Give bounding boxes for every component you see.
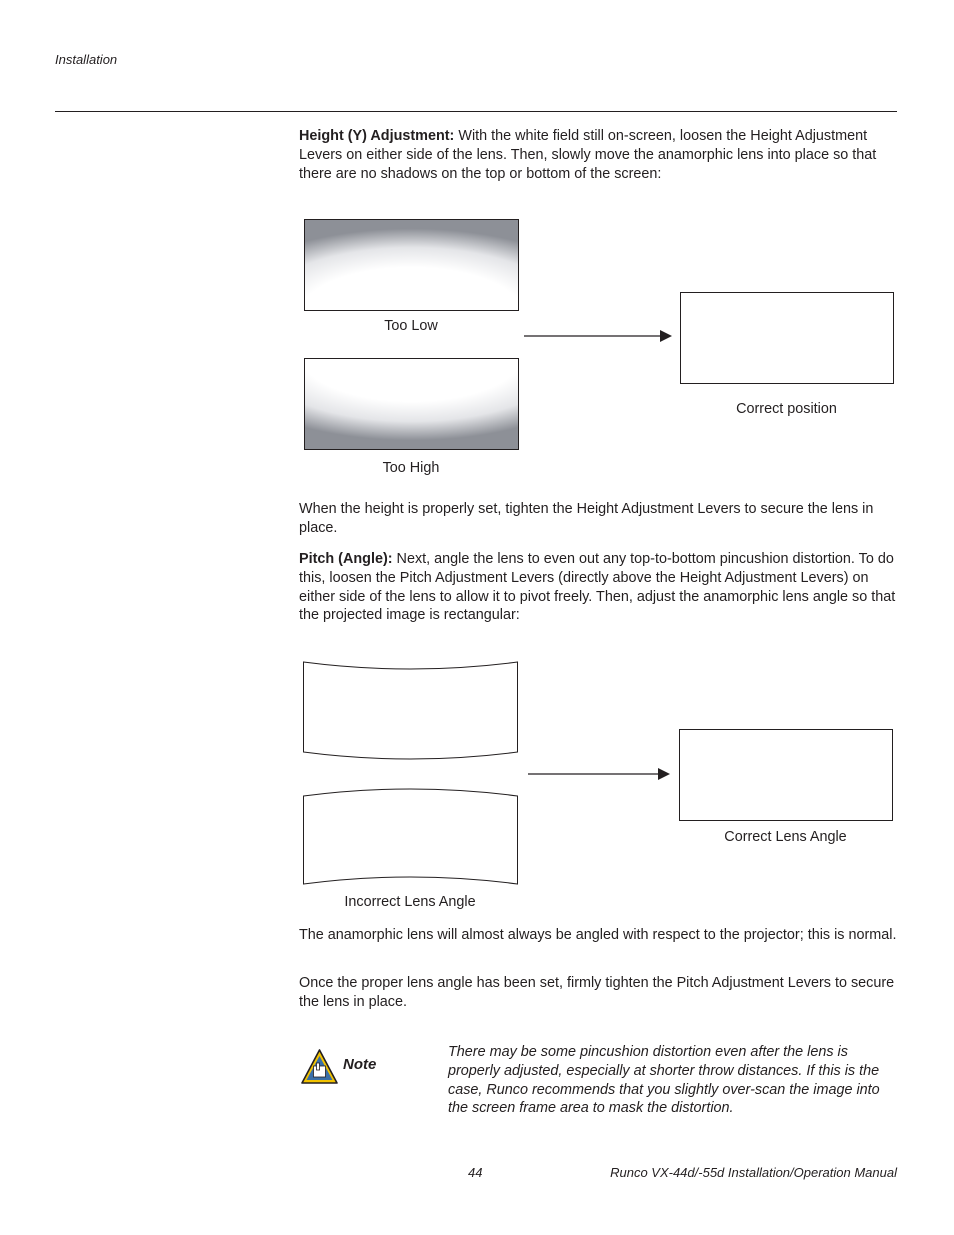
height-adjustment-heading: Height (Y) Adjustment: bbox=[299, 128, 455, 144]
note-text: There may be some pincushion distortion even after the lens is properly adjusted, especially at shorter throw distances. If this is the case, Runco recommends that you slightly over-scan the image into the screen frame area to mask the distortion. bbox=[448, 1044, 880, 1117]
incorrect-angle-screen-bottom bbox=[304, 789, 518, 884]
caption-correct-lens-angle: Correct Lens Angle bbox=[724, 829, 847, 845]
caption-too-high: Too High bbox=[382, 460, 440, 476]
note-label: Note bbox=[343, 1056, 377, 1073]
pitch-paragraph bbox=[299, 550, 899, 625]
correct-angle-screen bbox=[680, 730, 893, 821]
incorrect-angle-screen-top bbox=[304, 662, 518, 759]
page-number: 44 bbox=[468, 1165, 483, 1180]
angled-paragraph: The anamorphic lens will almost always be angled with respect to the projector; this is normal. bbox=[299, 927, 897, 943]
caption-incorrect-lens-angle: Incorrect Lens Angle bbox=[344, 894, 476, 910]
pitch-text: Next, angle the lens to even out any top-to-bottom pincushion distortion. To do this, loosen the Pitch Adjustment Levers (directly above the Height Adjustment Levers) on either side of the lens to allow it to pivot freely. Then, adjust the anamorphic lens angle so that the projected image is rectangular: bbox=[299, 551, 896, 624]
correct-position-screen bbox=[681, 293, 894, 384]
caption-too-low: Too Low bbox=[384, 318, 438, 334]
note-icon bbox=[302, 1050, 337, 1083]
caption-correct-position: Correct position bbox=[736, 401, 837, 417]
manual-title: Runco VX-44d/-55d Installation/Operation Manual bbox=[610, 1165, 897, 1180]
height-set-paragraph: When the height is properly set, tighten the Height Adjustment Levers to secure the lens in place. bbox=[299, 501, 874, 536]
too-high-screen bbox=[305, 359, 519, 450]
tighten-paragraph: Once the proper lens angle has been set, firmly tighten the Pitch Adjustment Levers to secure the lens in place. bbox=[299, 975, 895, 1010]
height-adjustment-text: With the white field still on-screen, loosen the Height Adjustment Levers on either side of the lens. Then, slowly move the anamorphic lens into place so that there are no shadows on the top or bottom of the screen: bbox=[299, 128, 877, 182]
too-low-screen bbox=[305, 220, 519, 311]
running-header: Installation bbox=[55, 52, 118, 67]
pitch-heading: Pitch (Angle): bbox=[299, 551, 393, 567]
